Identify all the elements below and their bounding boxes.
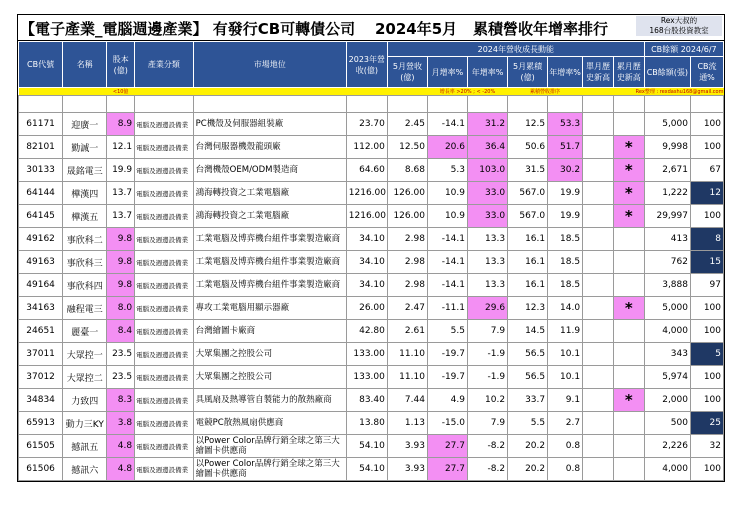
cb-amount-cell: 2,000 bbox=[644, 389, 690, 412]
may-revenue-cell: 2.98 bbox=[387, 251, 427, 274]
market-position-cell: 電競PC散熱風扇供應商 bbox=[193, 412, 346, 435]
cb-flow-cell: 32 bbox=[690, 435, 723, 458]
industry-cell: 電腦及週邊設備業 bbox=[135, 159, 194, 182]
capital-cell: 23.5 bbox=[107, 366, 135, 389]
table-row bbox=[19, 228, 724, 251]
revenue-2023-cell: 34.10 bbox=[346, 228, 387, 251]
industry-cell: 電腦及週邊設備業 bbox=[135, 389, 194, 412]
cum-high-cell: * bbox=[613, 182, 644, 205]
may-cumulative-cell: 12.3 bbox=[508, 297, 548, 320]
may-cumulative-cell: 50.6 bbox=[508, 136, 548, 159]
industry-cell: 電腦及週邊設備業 bbox=[135, 251, 194, 274]
yoy-cell: 13.3 bbox=[468, 228, 508, 251]
industry-cell: 電腦及週邊設備業 bbox=[135, 136, 194, 159]
industry-cell: 電腦及週邊設備業 bbox=[135, 320, 194, 343]
capital-cell: 9.8 bbox=[107, 251, 135, 274]
company-name-cell: 大眾控一 bbox=[63, 343, 107, 366]
may-cumulative-cell: 20.2 bbox=[508, 435, 548, 458]
cb-code-cell: 61171 bbox=[19, 113, 63, 136]
revenue-2023-cell: 23.70 bbox=[346, 113, 387, 136]
revenue-2023-cell: 112.00 bbox=[346, 136, 387, 159]
may-cumulative-cell: 16.1 bbox=[508, 274, 548, 297]
company-name-cell: 樺漢五 bbox=[63, 205, 107, 228]
cb-flow-cell: 100 bbox=[690, 297, 723, 320]
capital-cell: 12.1 bbox=[107, 136, 135, 159]
header-may-revenue: 5月營收(億) bbox=[387, 57, 427, 88]
cb-amount-cell: 9,998 bbox=[644, 136, 690, 159]
may-cumulative-cell: 16.1 bbox=[508, 228, 548, 251]
industry-cell: 電腦及週邊設備業 bbox=[135, 343, 194, 366]
credit-line-1: Rex大叔的 bbox=[660, 16, 698, 25]
month-high-cell bbox=[583, 136, 614, 159]
yoy-cell: -8.2 bbox=[468, 435, 508, 458]
industry-cell: 電腦及週邊設備業 bbox=[135, 458, 194, 481]
cb-amount-cell: 4,000 bbox=[644, 458, 690, 481]
month-high-cell bbox=[583, 228, 614, 251]
may-revenue-cell: 2.98 bbox=[387, 274, 427, 297]
ranking-title: 累積營收年增率排行 bbox=[473, 20, 609, 38]
cum-high-cell bbox=[613, 228, 644, 251]
cum-yoy-cell: 11.9 bbox=[548, 320, 583, 343]
market-position-cell: 鴻海轉投資之工業電腦廠 bbox=[193, 205, 346, 228]
mom-cell: 27.7 bbox=[427, 435, 467, 458]
table-row bbox=[19, 320, 724, 343]
cb-revenue-sheet bbox=[17, 14, 725, 482]
table-row bbox=[19, 458, 724, 481]
table-row bbox=[19, 366, 724, 389]
table-row bbox=[19, 136, 724, 159]
mom-cell: 5.5 bbox=[427, 320, 467, 343]
header-cum-yoy: 年增率% bbox=[548, 57, 583, 88]
revenue-2023-cell: 34.10 bbox=[346, 274, 387, 297]
capital-cell: 8.3 bbox=[107, 389, 135, 412]
cum-yoy-cell: 19.9 bbox=[548, 182, 583, 205]
header-yoy: 年增率% bbox=[468, 57, 508, 88]
may-cumulative-cell: 31.5 bbox=[508, 159, 548, 182]
may-revenue-cell: 7.44 bbox=[387, 389, 427, 412]
legend-author: Rex整理 : rexdashu168@gmail.com bbox=[583, 88, 724, 96]
mom-cell: -11.1 bbox=[427, 297, 467, 320]
yoy-cell: 33.0 bbox=[468, 182, 508, 205]
yoy-cell: 7.9 bbox=[468, 412, 508, 435]
header-cb-flow: CB流通% bbox=[690, 57, 723, 88]
cum-high-cell bbox=[613, 366, 644, 389]
cb-code-cell: 61505 bbox=[19, 435, 63, 458]
company-name-cell: 樺漢四 bbox=[63, 182, 107, 205]
month-high-cell bbox=[583, 297, 614, 320]
industry-cell: 電腦及週邊設備業 bbox=[135, 297, 194, 320]
credit-line-2: 168台股投資教室 bbox=[649, 26, 709, 35]
cb-flow-cell: 12 bbox=[690, 182, 723, 205]
cb-flow-cell: 100 bbox=[690, 389, 723, 412]
legend-rate-note: 增長率 >20% ; < -20% bbox=[427, 88, 507, 96]
company-name-cell: 迎廣一 bbox=[63, 113, 107, 136]
header-cum-high: 累月歷史新高 bbox=[613, 57, 644, 88]
cum-high-cell bbox=[613, 251, 644, 274]
cum-yoy-cell: 10.1 bbox=[548, 366, 583, 389]
cum-high-cell: * bbox=[613, 389, 644, 412]
mom-cell: 20.6 bbox=[427, 136, 467, 159]
may-revenue-cell: 3.93 bbox=[387, 458, 427, 481]
cb-flow-cell: 15 bbox=[690, 251, 723, 274]
company-name-cell: 力致四 bbox=[63, 389, 107, 412]
cb-amount-cell: 1,222 bbox=[644, 182, 690, 205]
legend-row bbox=[19, 88, 724, 96]
company-name-cell: 事欣科二 bbox=[63, 228, 107, 251]
cum-yoy-cell: 2.7 bbox=[548, 412, 583, 435]
mom-cell: 27.7 bbox=[427, 458, 467, 481]
yoy-cell: -1.9 bbox=[468, 366, 508, 389]
industry-cell: 電腦及週邊設備業 bbox=[135, 205, 194, 228]
may-cumulative-cell: 14.5 bbox=[508, 320, 548, 343]
report-month: 2024年5月 bbox=[375, 20, 458, 38]
yoy-cell: 33.0 bbox=[468, 205, 508, 228]
industry-cell: 電腦及週邊設備業 bbox=[135, 113, 194, 136]
month-high-cell bbox=[583, 458, 614, 481]
market-position-cell: 工業電腦及博弈機台組件事業製造廠商 bbox=[193, 274, 346, 297]
company-name-cell: 麗臺一 bbox=[63, 320, 107, 343]
may-cumulative-cell: 5.5 bbox=[508, 412, 548, 435]
may-cumulative-cell: 56.5 bbox=[508, 366, 548, 389]
cb-amount-cell: 5,000 bbox=[644, 113, 690, 136]
market-position-cell: 台灣伺服器機殼龍頭廠 bbox=[193, 136, 346, 159]
mom-cell: -15.0 bbox=[427, 412, 467, 435]
revenue-2023-cell: 42.80 bbox=[346, 320, 387, 343]
table-row bbox=[19, 205, 724, 228]
may-revenue-cell: 11.10 bbox=[387, 366, 427, 389]
industry-cell: 電腦及週邊設備業 bbox=[135, 366, 194, 389]
may-revenue-cell: 1.13 bbox=[387, 412, 427, 435]
cb-flow-cell: 100 bbox=[690, 320, 723, 343]
title-bar bbox=[18, 15, 724, 41]
cb-code-cell: 49164 bbox=[19, 274, 63, 297]
cum-yoy-cell: 53.3 bbox=[548, 113, 583, 136]
mom-cell: 10.9 bbox=[427, 205, 467, 228]
mom-cell: -14.1 bbox=[427, 274, 467, 297]
company-name-cell: 晟銘電三 bbox=[63, 159, 107, 182]
market-position-cell: 以Power Color品牌行銷全球之第三大繪圖卡供應商 bbox=[193, 435, 346, 458]
may-revenue-cell: 2.47 bbox=[387, 297, 427, 320]
may-cumulative-cell: 16.1 bbox=[508, 251, 548, 274]
table-header bbox=[19, 42, 724, 88]
cb-amount-cell: 3,888 bbox=[644, 274, 690, 297]
table-row bbox=[19, 435, 724, 458]
cb-table bbox=[18, 41, 724, 481]
mom-cell: -19.7 bbox=[427, 366, 467, 389]
revenue-2023-cell: 64.60 bbox=[346, 159, 387, 182]
cum-high-cell bbox=[613, 412, 644, 435]
cum-yoy-cell: 19.9 bbox=[548, 205, 583, 228]
revenue-2023-cell: 54.10 bbox=[346, 458, 387, 481]
yoy-cell: -8.2 bbox=[468, 458, 508, 481]
company-name-cell: 大眾控二 bbox=[63, 366, 107, 389]
table-row bbox=[19, 297, 724, 320]
cum-high-cell: * bbox=[613, 159, 644, 182]
cum-yoy-cell: 10.1 bbox=[548, 343, 583, 366]
cum-yoy-cell: 18.5 bbox=[548, 251, 583, 274]
capital-cell: 9.8 bbox=[107, 228, 135, 251]
header-cb-group: CB餘額 2024/6/7 bbox=[644, 42, 723, 57]
capital-cell: 9.8 bbox=[107, 274, 135, 297]
yoy-cell: 13.3 bbox=[468, 274, 508, 297]
mom-cell: -14.1 bbox=[427, 113, 467, 136]
capital-cell: 8.4 bbox=[107, 320, 135, 343]
cb-flow-cell: 100 bbox=[690, 366, 723, 389]
market-position-cell: 台灣繪圖卡廠商 bbox=[193, 320, 346, 343]
industry-cell: 電腦及週邊設備業 bbox=[135, 228, 194, 251]
mom-cell: 10.9 bbox=[427, 182, 467, 205]
may-revenue-cell: 8.68 bbox=[387, 159, 427, 182]
yoy-cell: -1.9 bbox=[468, 343, 508, 366]
month-high-cell bbox=[583, 274, 614, 297]
sheet-title: 【電子產業_電腦週邊產業】 有發行CB可轉債公司 bbox=[20, 20, 356, 38]
revenue-2023-cell: 13.80 bbox=[346, 412, 387, 435]
cb-amount-cell: 762 bbox=[644, 251, 690, 274]
revenue-2023-cell: 1216.00 bbox=[346, 205, 387, 228]
may-revenue-cell: 2.98 bbox=[387, 228, 427, 251]
author-credit bbox=[636, 16, 722, 36]
table-row bbox=[19, 412, 724, 435]
mom-cell: -14.1 bbox=[427, 228, 467, 251]
capital-cell: 8.9 bbox=[107, 113, 135, 136]
company-name-cell: 事欣科四 bbox=[63, 274, 107, 297]
cum-high-cell bbox=[613, 113, 644, 136]
mom-cell: -14.1 bbox=[427, 251, 467, 274]
month-high-cell bbox=[583, 205, 614, 228]
cb-flow-cell: 100 bbox=[690, 136, 723, 159]
table-row bbox=[19, 182, 724, 205]
header-market-position: 市場地位 bbox=[193, 42, 346, 88]
month-high-cell bbox=[583, 251, 614, 274]
cum-yoy-cell: 18.5 bbox=[548, 228, 583, 251]
cb-code-cell: 34163 bbox=[19, 297, 63, 320]
cum-yoy-cell: 51.7 bbox=[548, 136, 583, 159]
capital-cell: 3.8 bbox=[107, 412, 135, 435]
cum-yoy-cell: 0.8 bbox=[548, 458, 583, 481]
revenue-2023-cell: 133.00 bbox=[346, 366, 387, 389]
capital-cell: 4.8 bbox=[107, 458, 135, 481]
revenue-2023-cell: 26.00 bbox=[346, 297, 387, 320]
market-position-cell: 大眾集團之控股公司 bbox=[193, 366, 346, 389]
cum-high-cell bbox=[613, 343, 644, 366]
may-cumulative-cell: 567.0 bbox=[508, 205, 548, 228]
company-name-cell: 融程電三 bbox=[63, 297, 107, 320]
cb-code-cell: 64145 bbox=[19, 205, 63, 228]
market-position-cell: 工業電腦及博弈機台組件事業製造廠商 bbox=[193, 228, 346, 251]
cb-code-cell: 61506 bbox=[19, 458, 63, 481]
cb-code-cell: 37012 bbox=[19, 366, 63, 389]
cb-flow-cell: 100 bbox=[690, 458, 723, 481]
cb-flow-cell: 25 bbox=[690, 412, 723, 435]
market-position-cell: PC機殼及伺服器組裝廠 bbox=[193, 113, 346, 136]
month-high-cell bbox=[583, 113, 614, 136]
header-cb-amount: CB餘額(張) bbox=[644, 57, 690, 88]
cum-yoy-cell: 30.2 bbox=[548, 159, 583, 182]
table-row bbox=[19, 389, 724, 412]
cb-code-cell: 64144 bbox=[19, 182, 63, 205]
yoy-cell: 103.0 bbox=[468, 159, 508, 182]
legend-cum-note: 累積營收排序 bbox=[508, 88, 583, 96]
table-row bbox=[19, 343, 724, 366]
mom-cell: -19.7 bbox=[427, 343, 467, 366]
cum-yoy-cell: 14.0 bbox=[548, 297, 583, 320]
may-revenue-cell: 2.61 bbox=[387, 320, 427, 343]
cb-amount-cell: 29,997 bbox=[644, 205, 690, 228]
market-position-cell: 工業電腦及博弈機台組件事業製造廠商 bbox=[193, 251, 346, 274]
market-position-cell: 專攻工業電腦用顯示器廠 bbox=[193, 297, 346, 320]
market-position-cell: 大眾集團之控股公司 bbox=[193, 343, 346, 366]
cb-amount-cell: 500 bbox=[644, 412, 690, 435]
may-cumulative-cell: 56.5 bbox=[508, 343, 548, 366]
may-revenue-cell: 126.00 bbox=[387, 205, 427, 228]
cum-high-cell: * bbox=[613, 136, 644, 159]
company-name-cell: 勤誠一 bbox=[63, 136, 107, 159]
cb-code-cell: 30133 bbox=[19, 159, 63, 182]
table-row bbox=[19, 274, 724, 297]
may-revenue-cell: 11.10 bbox=[387, 343, 427, 366]
capital-cell: 13.7 bbox=[107, 205, 135, 228]
cb-amount-cell: 5,974 bbox=[644, 366, 690, 389]
company-name-cell: 動力三KY bbox=[63, 412, 107, 435]
cum-high-cell: * bbox=[613, 297, 644, 320]
header-growth-group: 2024年營收成長動能 bbox=[387, 42, 644, 57]
month-high-cell bbox=[583, 435, 614, 458]
cum-high-cell bbox=[613, 458, 644, 481]
may-cumulative-cell: 20.2 bbox=[508, 458, 548, 481]
cb-amount-cell: 2,226 bbox=[644, 435, 690, 458]
cum-high-cell bbox=[613, 274, 644, 297]
market-position-cell: 具風扇及熱導管自製能力的散熱廠商 bbox=[193, 389, 346, 412]
month-high-cell bbox=[583, 343, 614, 366]
may-revenue-cell: 12.50 bbox=[387, 136, 427, 159]
header-mom: 月增率% bbox=[427, 57, 467, 88]
cb-flow-cell: 67 bbox=[690, 159, 723, 182]
revenue-2023-cell: 1216.00 bbox=[346, 182, 387, 205]
industry-cell: 電腦及週邊設備業 bbox=[135, 412, 194, 435]
cum-high-cell: * bbox=[613, 205, 644, 228]
cb-flow-cell: 100 bbox=[690, 113, 723, 136]
table-row bbox=[19, 251, 724, 274]
legend-capital-note: <10億 bbox=[107, 88, 193, 96]
spacer-row bbox=[19, 96, 724, 113]
company-name-cell: 撼訊六 bbox=[63, 458, 107, 481]
month-high-cell bbox=[583, 182, 614, 205]
month-high-cell bbox=[583, 320, 614, 343]
yoy-cell: 31.2 bbox=[468, 113, 508, 136]
yoy-cell: 29.6 bbox=[468, 297, 508, 320]
may-revenue-cell: 126.00 bbox=[387, 182, 427, 205]
yoy-cell: 10.2 bbox=[468, 389, 508, 412]
industry-cell: 電腦及週邊設備業 bbox=[135, 274, 194, 297]
cum-yoy-cell: 0.8 bbox=[548, 435, 583, 458]
capital-cell: 13.7 bbox=[107, 182, 135, 205]
cb-flow-cell: 5 bbox=[690, 343, 723, 366]
cb-amount-cell: 413 bbox=[644, 228, 690, 251]
yoy-cell: 13.3 bbox=[468, 251, 508, 274]
header-capital: 股本(億) bbox=[107, 42, 135, 88]
cb-code-cell: 34834 bbox=[19, 389, 63, 412]
cum-high-cell bbox=[613, 320, 644, 343]
cb-code-cell: 24651 bbox=[19, 320, 63, 343]
cb-flow-cell: 97 bbox=[690, 274, 723, 297]
capital-cell: 19.9 bbox=[107, 159, 135, 182]
cb-amount-cell: 2,671 bbox=[644, 159, 690, 182]
cb-code-cell: 49163 bbox=[19, 251, 63, 274]
revenue-2023-cell: 133.00 bbox=[346, 343, 387, 366]
industry-cell: 電腦及週邊設備業 bbox=[135, 435, 194, 458]
may-cumulative-cell: 12.5 bbox=[508, 113, 548, 136]
table-row bbox=[19, 159, 724, 182]
market-position-cell: 台灣機殼OEM/ODM製造商 bbox=[193, 159, 346, 182]
capital-cell: 4.8 bbox=[107, 435, 135, 458]
table-row bbox=[19, 113, 724, 136]
header-name: 名稱 bbox=[63, 42, 107, 88]
revenue-2023-cell: 34.10 bbox=[346, 251, 387, 274]
capital-cell: 23.5 bbox=[107, 343, 135, 366]
revenue-2023-cell: 54.10 bbox=[346, 435, 387, 458]
company-name-cell: 撼訊五 bbox=[63, 435, 107, 458]
yoy-cell: 36.4 bbox=[468, 136, 508, 159]
cb-amount-cell: 5,000 bbox=[644, 297, 690, 320]
cb-amount-cell: 343 bbox=[644, 343, 690, 366]
company-name-cell: 事欣科三 bbox=[63, 251, 107, 274]
month-high-cell bbox=[583, 366, 614, 389]
may-cumulative-cell: 33.7 bbox=[508, 389, 548, 412]
month-high-cell bbox=[583, 389, 614, 412]
market-position-cell: 鴻海轉投資之工業電腦廠 bbox=[193, 182, 346, 205]
header-industry: 產業分類 bbox=[135, 42, 194, 88]
month-high-cell bbox=[583, 159, 614, 182]
revenue-2023-cell: 83.40 bbox=[346, 389, 387, 412]
mom-cell: 5.3 bbox=[427, 159, 467, 182]
header-month-high: 單月歷史新高 bbox=[583, 57, 614, 88]
market-position-cell: 以Power Color品牌行銷全球之第三大繪圖卡供應商 bbox=[193, 458, 346, 481]
may-cumulative-cell: 567.0 bbox=[508, 182, 548, 205]
header-revenue-2023: 2023年營收(億) bbox=[346, 42, 387, 88]
capital-cell: 8.0 bbox=[107, 297, 135, 320]
cb-code-cell: 82101 bbox=[19, 136, 63, 159]
header-cb-code: CB代號 bbox=[19, 42, 63, 88]
cb-code-cell: 37011 bbox=[19, 343, 63, 366]
cum-high-cell bbox=[613, 435, 644, 458]
cb-flow-cell: 100 bbox=[690, 205, 723, 228]
cb-flow-cell: 8 bbox=[690, 228, 723, 251]
may-revenue-cell: 2.45 bbox=[387, 113, 427, 136]
month-high-cell bbox=[583, 412, 614, 435]
cum-yoy-cell: 9.1 bbox=[548, 389, 583, 412]
yoy-cell: 7.9 bbox=[468, 320, 508, 343]
cb-amount-cell: 4,000 bbox=[644, 320, 690, 343]
header-may-cumulative: 5月累積(億) bbox=[508, 57, 548, 88]
cum-yoy-cell: 18.5 bbox=[548, 274, 583, 297]
cb-code-cell: 49162 bbox=[19, 228, 63, 251]
mom-cell: 4.9 bbox=[427, 389, 467, 412]
may-revenue-cell: 3.93 bbox=[387, 435, 427, 458]
cb-code-cell: 65913 bbox=[19, 412, 63, 435]
industry-cell: 電腦及週邊設備業 bbox=[135, 182, 194, 205]
